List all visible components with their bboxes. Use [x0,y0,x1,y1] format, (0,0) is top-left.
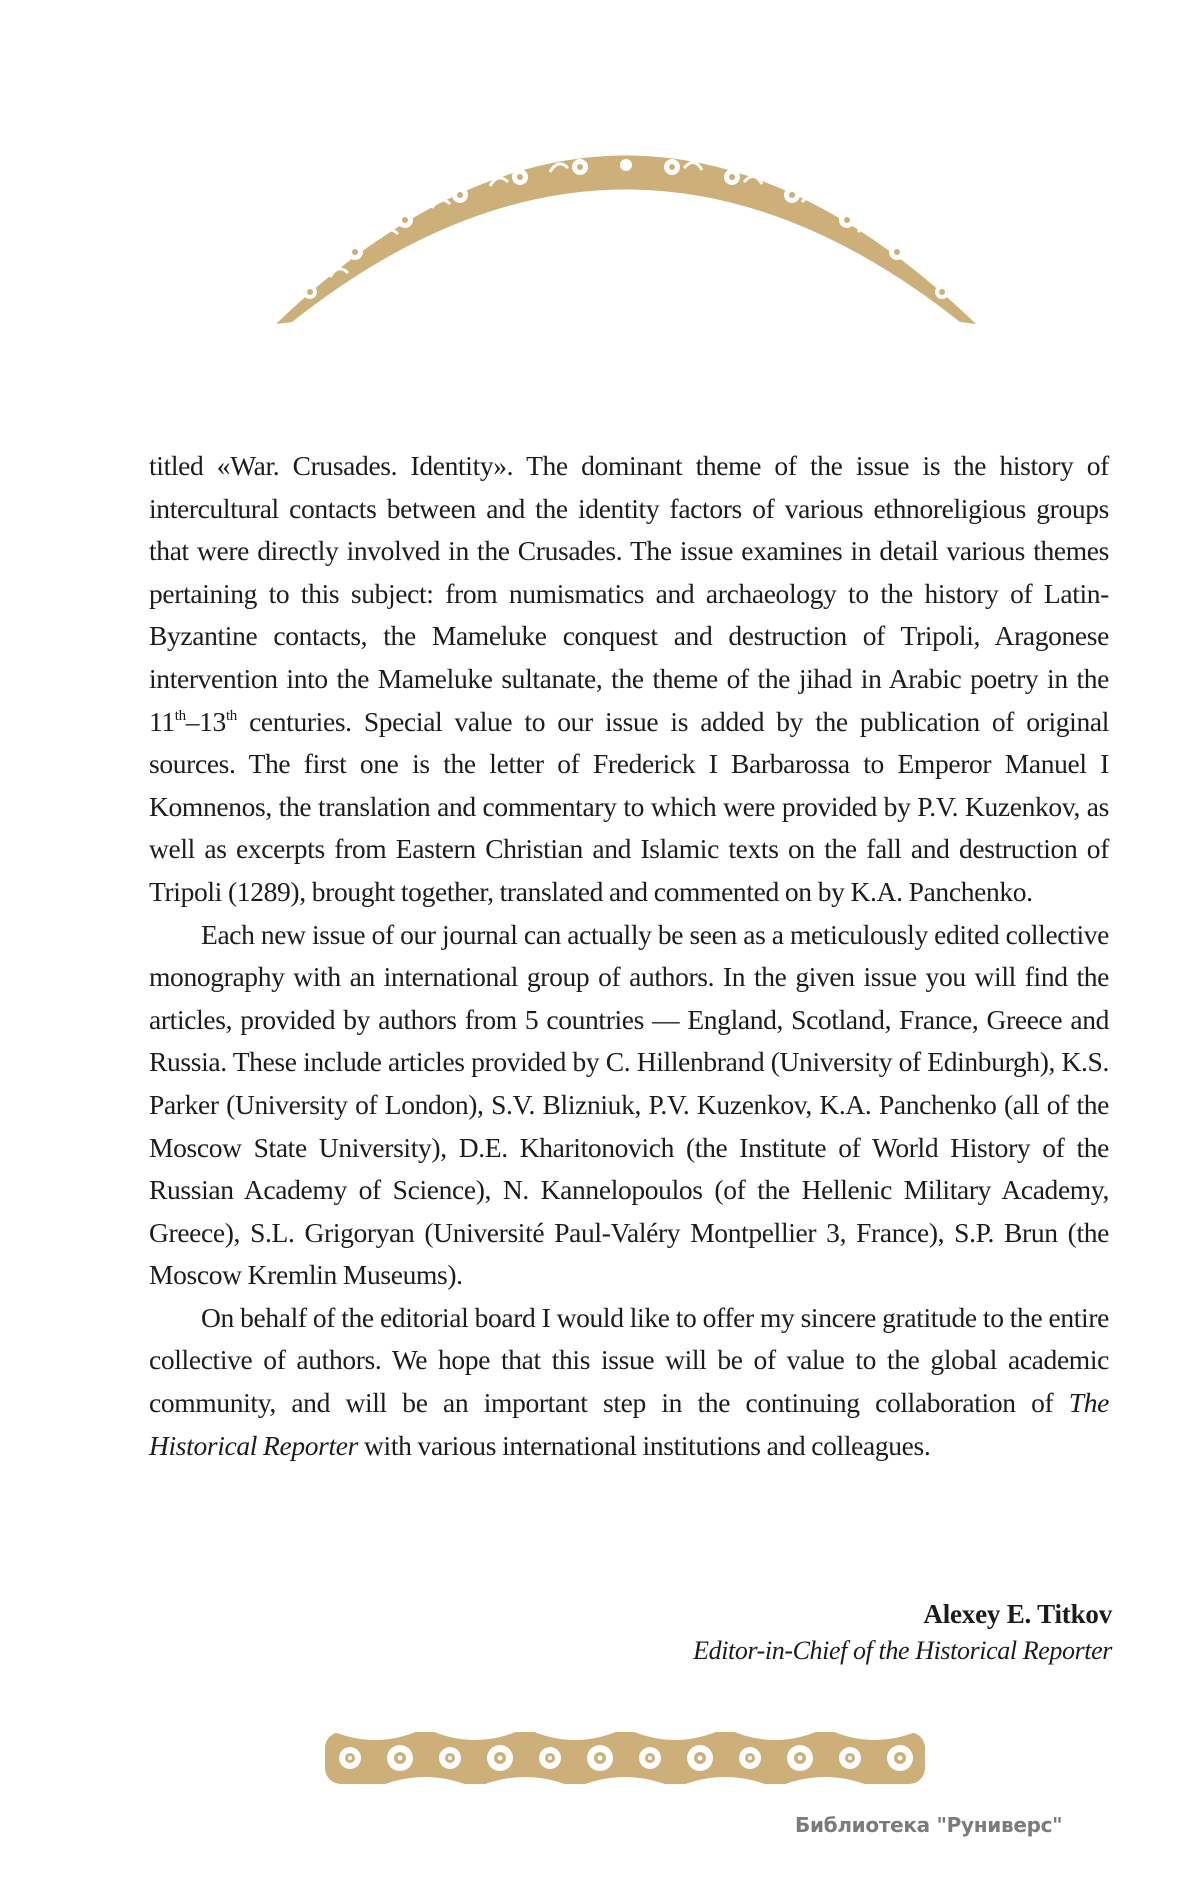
paragraph-1-text-a: titled «War. Crusades. Identity». The dominant theme of the issue is the history of intercultural contacts between and the identity factors of various ethnoreligious groups that were directly involved in the Crusades. The issue examines in detail various themes pertaining to this subject: from numismatics and archaeology to the history of Latin-Byzantine contacts, the Mameluke conquest and destruction of Tripoli, Aragonese intervention into the Mameluke sultanate, the theme of the jihad in Arabic poetry in the [149,450,1109,694]
ordinal-suffix: th [174,707,186,724]
journal-title-italic: The Historical Reporter [149,1387,1109,1461]
paragraph-1 [149,445,1109,914]
signature-block [693,1596,1112,1670]
paragraph-3-text-b: with various international institutions and colleagues. [358,1429,931,1461]
century-start: 11 [149,705,175,737]
editorial-body [149,445,1109,1467]
century-end: –13 [185,705,226,737]
ordinal-suffix: th [225,707,237,724]
arched-scroll-ornament-icon [270,152,982,328]
library-watermark: Библиотека "Руниверс" [795,1813,1063,1837]
paragraph-2-text: Each new issue of our journal can actually be seen as a meticulously edited collective monography with an international group of authors. In the given issue you will find the articles, provided by authors from 5 countries — England, Scotland, France, Greece and Russia. These include articles provided by C. Hillenbrand (University of Edinburgh), K.S. Parker (University of London), S.V. Blizniuk, P.V. Kuzenkov, K.A. Panchenko (all of the Moscow State University), D.E. Kharitonovich (the Institute of World History of the Russian Academy of Science), N. Kannelopoulos (of the Hellenic Military Academy, Greece), S.L. Grigoryan (Université Paul-Valéry Montpellier 3, France), S.P. Brun (the Moscow Kremlin Museums). [149,918,1109,1291]
paragraph-2 [149,914,1109,1297]
paragraph-1-text-b: centuries. Special value to our issue is added by the publication of original sources. The first one is the letter of Frederick I Barbarossa to Emperor Manuel I Komnenos, the translation and commentary to which were provided by P.V. Kuzenkov, as well as excerpts from Eastern Christian and Islamic texts on the fall and destruction of Tripoli (1289), brought together, translated and commented on by K.A. Panchenko. [149,705,1109,907]
scroll-border-ornament-icon [325,1728,925,1788]
paragraph-3 [149,1297,1109,1467]
author-title: Editor-in-Chief of the Historical Reporter [693,1636,1112,1665]
author-name: Alexey E. Titkov [923,1599,1112,1629]
paragraph-3-text-a: On behalf of the editorial board I would like to offer my sincere gratitude to the entire collective of authors. We hope that this issue will be of value to the global academic community, and will be an important step in the continuing collaboration of [149,1301,1109,1419]
